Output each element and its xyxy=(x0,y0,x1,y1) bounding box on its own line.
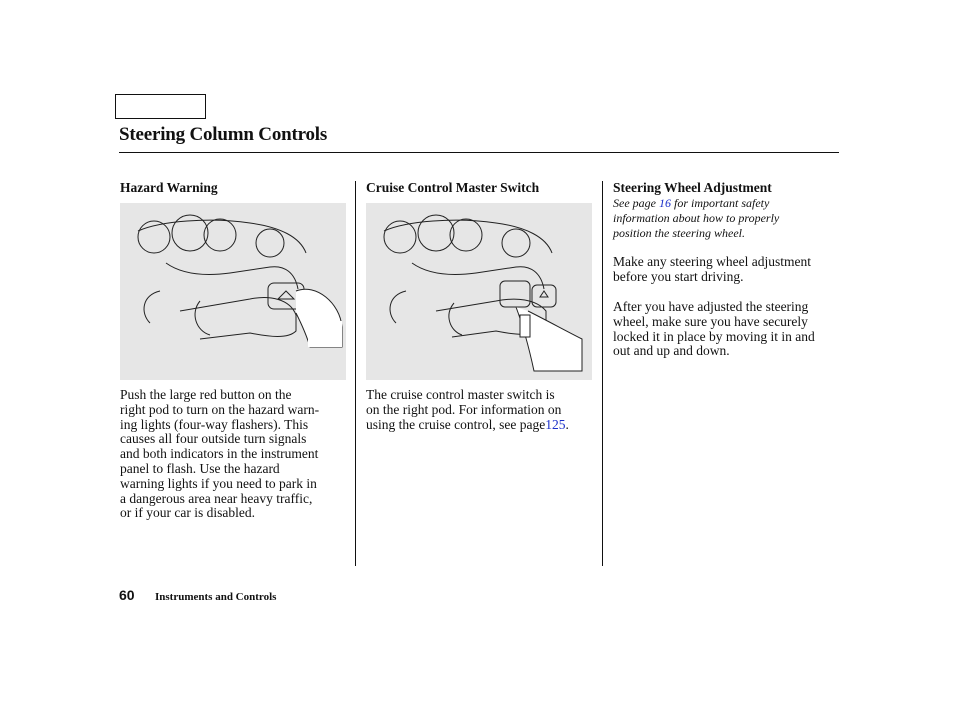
body-line: before you start driving. xyxy=(613,268,744,284)
body-line: Make any steering wheel adjustment xyxy=(613,254,811,269)
body-line: out and up and down. xyxy=(613,343,730,359)
safety-note xyxy=(613,196,843,241)
cruise-switch-illustration xyxy=(366,203,592,380)
column-divider-1 xyxy=(355,181,356,566)
column-divider-2 xyxy=(602,181,603,566)
steering-para-2 xyxy=(613,300,843,359)
page-link-125[interactable]: 125 xyxy=(545,416,566,432)
body-text-span: . xyxy=(565,416,569,432)
note-text-span: for important safety xyxy=(670,196,770,210)
body-line: ing lights (four-way flashers). This xyxy=(120,416,309,432)
body-line: Push the large red button on the xyxy=(120,387,292,402)
note-line: information about how to properly xyxy=(613,211,780,225)
page-title: Steering Column Controls xyxy=(119,124,328,145)
title-rule xyxy=(119,152,839,153)
section-tab-box xyxy=(115,94,206,119)
body-line: or if your car is disabled. xyxy=(120,505,255,521)
body-line: wheel, make sure you have securely xyxy=(613,313,808,329)
hazard-button-illustration xyxy=(120,203,346,380)
hazard-warning-body xyxy=(120,388,350,521)
note-line: position the steering wheel. xyxy=(613,226,745,240)
body-line: on the right pod. For information on xyxy=(366,401,562,417)
body-line: right pod to turn on the hazard warn- xyxy=(120,401,320,417)
body-line: panel to flash. Use the hazard xyxy=(120,460,280,476)
hazard-warning-heading: Hazard Warning xyxy=(120,180,218,195)
body-line: and both indicators in the instrument xyxy=(120,446,319,462)
cruise-control-body xyxy=(366,388,598,432)
note-line-with-link xyxy=(613,196,843,211)
body-line: The cruise control master switch is xyxy=(366,387,555,402)
page-number: 60 xyxy=(119,587,135,603)
steering-wheel-heading: Steering Wheel Adjustment xyxy=(613,180,772,195)
cruise-control-heading: Cruise Control Master Switch xyxy=(366,180,540,195)
body-line-with-link xyxy=(366,418,598,433)
body-line: a dangerous area near heavy traffic, xyxy=(120,490,313,506)
page-link-16[interactable]: 16 xyxy=(658,196,671,210)
body-line: locked it in place by moving it in and xyxy=(613,328,815,344)
steering-para-1 xyxy=(613,255,843,285)
body-line: causes all four outside turn signals xyxy=(120,431,307,447)
body-line: warning lights if you need to park in xyxy=(120,475,317,491)
section-name: Instruments and Controls xyxy=(155,591,277,603)
body-text-span: using the cruise control, see page xyxy=(366,416,546,432)
note-text-span: See page xyxy=(613,196,659,210)
body-line: After you have adjusted the steering xyxy=(613,299,809,314)
